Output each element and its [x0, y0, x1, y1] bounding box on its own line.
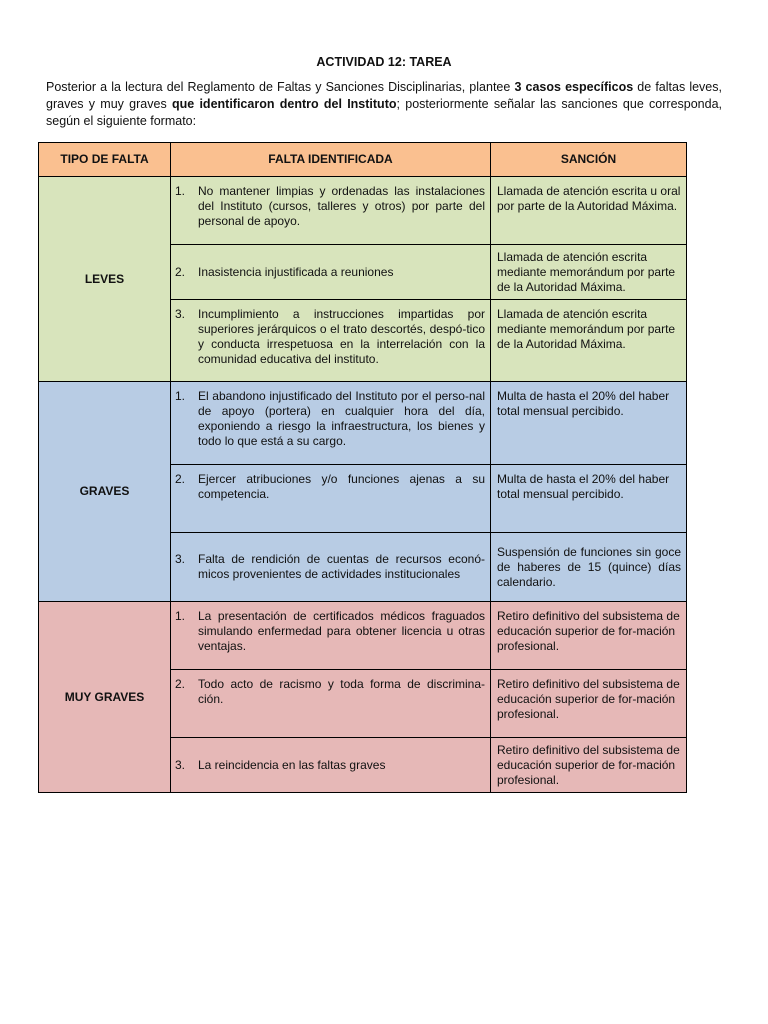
header-sancion: SANCIÓN: [491, 143, 687, 177]
sancion-text: Suspensión de funciones sin goce de haberes de 15 (quince) días calendario.: [497, 544, 681, 589]
falta-cell: [171, 177, 491, 245]
sancion-text: Llamada de atención escrita mediante memorándum por parte de la Autoridad Máxima.: [497, 249, 676, 294]
table-row: [39, 602, 687, 670]
falta-cell: [171, 738, 491, 793]
item-number: 2.: [175, 677, 186, 691]
sancion-text: Llamada de atención escrita u oral por parte de la Autoridad Máxima.: [497, 184, 681, 213]
sancion-cell: [491, 382, 687, 465]
document-title: ACTIVIDAD 12: TAREA: [316, 55, 452, 69]
item-number: 1.: [175, 389, 186, 403]
falta-text: Inasistencia injustificada a reuniones: [198, 264, 394, 279]
table-row: [39, 177, 687, 245]
intro-bold-2: que identificaron dentro del Instituto: [171, 97, 397, 111]
sancion-cell: [491, 533, 687, 602]
header-tipo: TIPO DE FALTA: [39, 143, 171, 177]
sancion-cell: [491, 300, 687, 382]
falta-text: Incumplimiento a instrucciones impartidas por superiores jerárquicos o el trato descortés, despó-tico y conducta irrespetuosa en la interrelación con la comunidad educativa del instituto.: [198, 307, 485, 366]
falta-cell: [171, 533, 491, 602]
sancion-text: Retiro definitivo del subsistema de educación superior de for-mación profesional.: [497, 609, 680, 653]
sancion-text: Multa de hasta el 20% del haber total mensual percibido.: [497, 472, 670, 501]
item-number: 3.: [175, 307, 186, 321]
tipo-graves: GRAVES: [39, 382, 171, 602]
sancion-cell: [491, 738, 687, 793]
falta-cell: [171, 245, 491, 300]
item-number: 2.: [175, 472, 186, 486]
sancion-text: Llamada de atención escrita mediante memorándum por parte de la Autoridad Máxima.: [497, 307, 676, 351]
tipo-leves: LEVES: [39, 177, 171, 382]
item-number: 1.: [175, 609, 186, 623]
intro-bold-1: 3 casos específicos: [514, 80, 634, 94]
falta-text: La reincidencia en las faltas graves: [198, 757, 386, 772]
falta-text: El abandono injustificado del Instituto por el perso-nal de apoyo (portera) en cualquier hora del día, exponiendo a riesgo la infraestructura, los bienes y todo lo que está a su cargo.: [198, 389, 485, 448]
intro-text-3: ; posteriormente señalar las sanciones que corresponda, según el siguiente formato:: [46, 97, 723, 128]
falta-cell: [171, 300, 491, 382]
table-header-row: [39, 143, 687, 177]
sancion-cell: [491, 177, 687, 245]
item-number: 3.: [175, 757, 186, 772]
falta-cell: [171, 382, 491, 465]
sancion-cell: [491, 670, 687, 738]
intro-paragraph: [46, 79, 722, 130]
item-number: 2.: [175, 264, 186, 279]
sanctions-table: [38, 142, 687, 793]
table-row: [39, 382, 687, 465]
falta-text: Todo acto de racismo y toda forma de discrimina-ción.: [198, 677, 485, 706]
falta-text: La presentación de certificados médicos fraguados simulando enfermedad para obtener licencia u otras ventajas.: [198, 609, 485, 653]
falta-cell: [171, 465, 491, 533]
sancion-text: Retiro definitivo del subsistema de educación superior de for-mación profesional.: [497, 742, 680, 787]
sancion-cell: [491, 245, 687, 300]
sancion-cell: [491, 602, 687, 670]
header-falta: FALTA IDENTIFICADA: [171, 143, 491, 177]
falta-cell: [171, 602, 491, 670]
tipo-muy-graves: MUY GRAVES: [39, 602, 171, 793]
falta-text: Ejercer atribuciones y/o funciones ajenas a su competencia.: [198, 472, 485, 501]
intro-text-2: de faltas leves, graves y muy graves: [46, 80, 722, 111]
intro-text-1: Posterior a la lectura del Reglamento de Faltas y Sanciones Disciplinarias, plantee: [46, 80, 515, 94]
item-number: 1.: [175, 184, 186, 198]
sancion-cell: [491, 465, 687, 533]
falta-text: Falta de rendición de cuentas de recursos econó-micos provenientes de actividades institucionales: [198, 552, 485, 581]
falta-cell: [171, 670, 491, 738]
sancion-text: Retiro definitivo del subsistema de educación superior de for-mación profesional.: [497, 677, 680, 721]
falta-text: No mantener limpias y ordenadas las instalaciones del Instituto (cursos, talleres y otros) por parte del personal de apoyo.: [198, 184, 485, 228]
sancion-text: Multa de hasta el 20% del haber total mensual percibido.: [497, 389, 670, 418]
item-number: 3.: [175, 552, 186, 566]
